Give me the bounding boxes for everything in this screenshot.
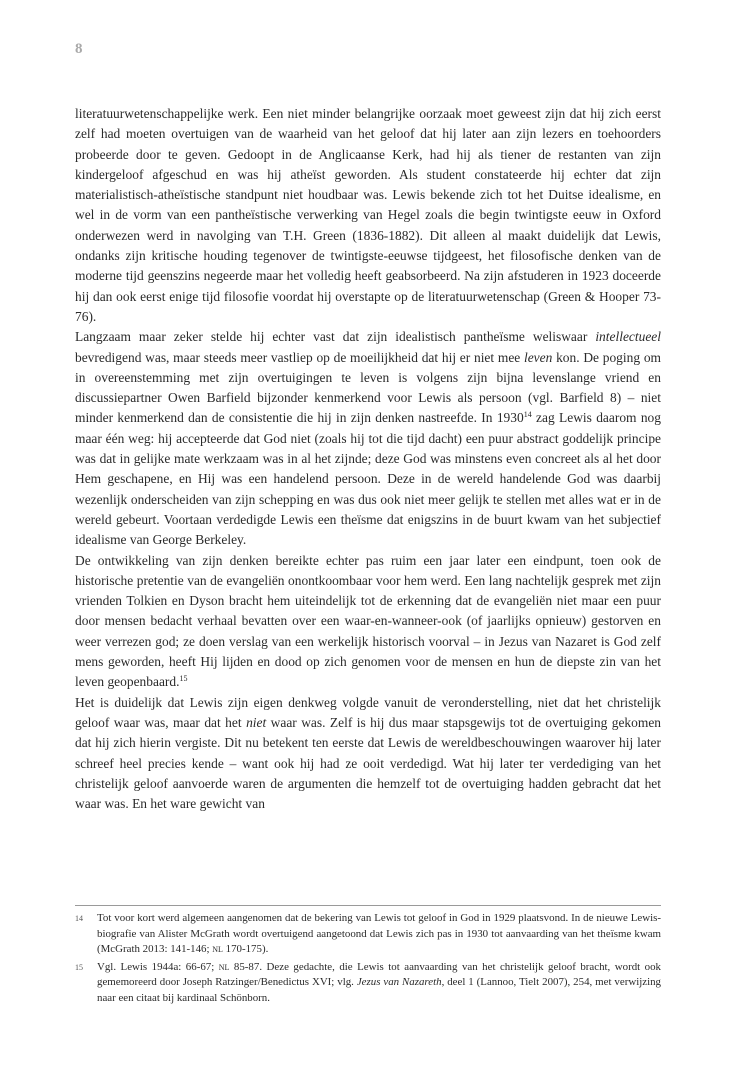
paragraph-2-text-b: bevredigend was, maar steeds meer vastliep op de moeilijkheid dat hij er niet mee — [75, 349, 524, 365]
footnote-ref-15[interactable]: 15 — [179, 674, 188, 684]
paragraph-2-italic-intellectueel: intellectueel — [595, 329, 661, 345]
paragraph-4-text-b: waar was. Zelf is hij dus maar stapsgewijs tot de overtuiging gekomen dat hij zich hierin vergiste. Dit nu betekent ten eerste dat Lewis de wereldbeschouwingen waarover hij later schreef heel precies kende – want ook hij had ze ooit verdedigd. Wat hij later ter verdediging van het christelijk geloof aanvoerde waren de argumenten die hemzelf tot de overtuiging hadden gebracht dat het waar was. En het ware gewicht van — [75, 714, 662, 812]
paragraph-1-text: literatuurwetenschappelijke werk. Een niet minder belangrijke oorzaak moet geweest zijn dat hij zich eerst zelf had moeten overtuigen van de waarheid van het geloof dat hij later aan zijn lezers en toehoorders probeerde door te geven. Gedoopt in de Anglicaanse Kerk, had hij als tiener de restanten van zijn kindergeloof afgeschud en was hij atheïst geworden. Als student constateerde hij echter dat zijn materialistisch-atheïstische standpunt niet houdbaar was. Lewis bekende zich tot het Duitse idealisme, en wel in de vorm van een pantheïstische verwerking van Hegel zoals die begin twintigste eeuw in Oxford onderwezen werd in navolging van T.H. Green (1836-1882). Dit alleen al maakt duidelijk dat Lewis, ondanks zijn kritische houding tegenover de twintigste-eeuwse tijdgeest, het filosofische denken van de moderne tijd geenszins negeerde maar het volledig heeft geabsorbeerd. Na zijn afstuderen in 1923 doceerde hij dan ook eerst enige tijd filosofie voordat hij overstapte op de literatuurwetenschap (Green & Hooper 73-76). — [75, 106, 661, 324]
footnote-15 — [75, 960, 661, 1007]
paragraph-3-text: De ontwikkeling van zijn denken bereikte echter pas ruim een jaar later een eindpunt, toen ook de historische pretentie van de evangeliën onontkoombaar voor hem werd. Een lang nachtelijk gesprek met zijn vrienden Tolkien en Dyson bracht hem uiteindelijk tot de erkenning dat de evangeliën niet maar een puur door mensen bedacht verhaal bevatten over een waar-en-wanneer-ook (of jaarlijks opnieuw) gestorven en weer verrezen god; ze doen verslag van een werkelijk historisch voorval – in Jezus van Nazaret is God zelf mens geworden, heeft Hij lijden en dood op zich genomen voor de mensen en hun de diepste zin van het leven geopenbaard. — [75, 552, 661, 690]
paragraph-2-text-a: Langzaam maar zeker stelde hij echter vast dat zijn idealistisch pantheïsme weliswaar — [75, 329, 596, 345]
footnote-text — [97, 960, 661, 1007]
footnote-14-text-b: 170-175). — [222, 943, 269, 955]
footnote-15-text-b: 85-87. Deze gedachte, die Lewis tot aanvaarding van het christelijk geloof bracht, wordt ook gememoreerd door Joseph Ratzinger/Benedictus XVI; vlg. — [97, 960, 662, 988]
paragraph-4-text-a: Het is duidelijk dat Lewis zijn eigen denkweg volgde vanuit de veronderstelling, niet dat het christelijk geloof waar was, maar dat het — [75, 694, 661, 730]
body-text — [75, 104, 661, 814]
footnote-14-text-a: Tot voor kort werd algemeen aangenomen dat de bekering van Lewis tot geloof in God in 1929 plaatsvond. In de nieuwe Lewis-biografie van Alister McGrath wordt overtuigend aangetoond dat Lewis zich pas in 1930 tot aanvaarding van het theïsme kwam (McGrath 2013: 141-146; — [97, 912, 661, 955]
paragraph-2-text-d: zag Lewis daarom nog maar één weg: hij accepteerde dat God niet (zoals hij tot die tijd dacht) een puur abstract goddelijk principe was dat in gelijke mate werkzaam was in al het zijnde; deze God was minstens even concreet als al het door Hem geschapene, en Hij was een handelend persoon. Deze in de wereld handelende God was daarbij wezenlijk onderscheiden van zijn schepping en was dus ook niet meer gelijk te stellen met alles wat er in de wereld gebeurt. Voortaan verdedigde Lewis een theïsme dat enigszins in de buurt kwam van het subjectief idealisme van George Berkeley. — [75, 410, 661, 548]
footnote-number: 15 — [75, 962, 83, 972]
footnote-ref-14[interactable]: 14 — [523, 410, 532, 420]
paragraph-2 — [75, 327, 661, 550]
paragraph-3 — [75, 551, 661, 693]
footnote-15-text-c: , deel 1 (Lannoo, Tielt 2007), 254, met verwijzing naar een citaat bij kardinaal Schönborn. — [97, 976, 662, 1004]
footnote-15-smallcaps: nl — [218, 960, 230, 973]
footnote-number: 14 — [75, 914, 83, 923]
paragraph-2-italic-leven: leven — [523, 349, 553, 365]
footnote-text — [97, 911, 661, 958]
paragraph-1 — [75, 104, 661, 327]
footnote-14-smallcaps: nl — [212, 943, 223, 955]
footnote-15-italic-title: Jezus van Nazareth — [356, 976, 442, 988]
footnote-15-text-a: Vgl. Lewis 1944a: 66-67; — [97, 960, 219, 973]
paragraph-2-text-c: kon. De poging om in overeenstemming met zijn overtuigingen te leven is volgens zijn bijna levenslange vriend en discussiepartner Owen Barfield bijzonder kenmerkend voor Lewis als persoon (vgl. Barfield 8) – niet minder kenmerkend dan de consistentie die hij in zijn denken nastreefde. In 1930 — [75, 349, 661, 426]
footnotes — [75, 911, 661, 1008]
page-number: 8 — [75, 41, 83, 57]
footnote-14 — [75, 911, 661, 958]
paragraph-4-italic-niet: niet — [246, 714, 267, 730]
footnote-divider — [75, 905, 661, 906]
paragraph-4 — [75, 693, 661, 815]
